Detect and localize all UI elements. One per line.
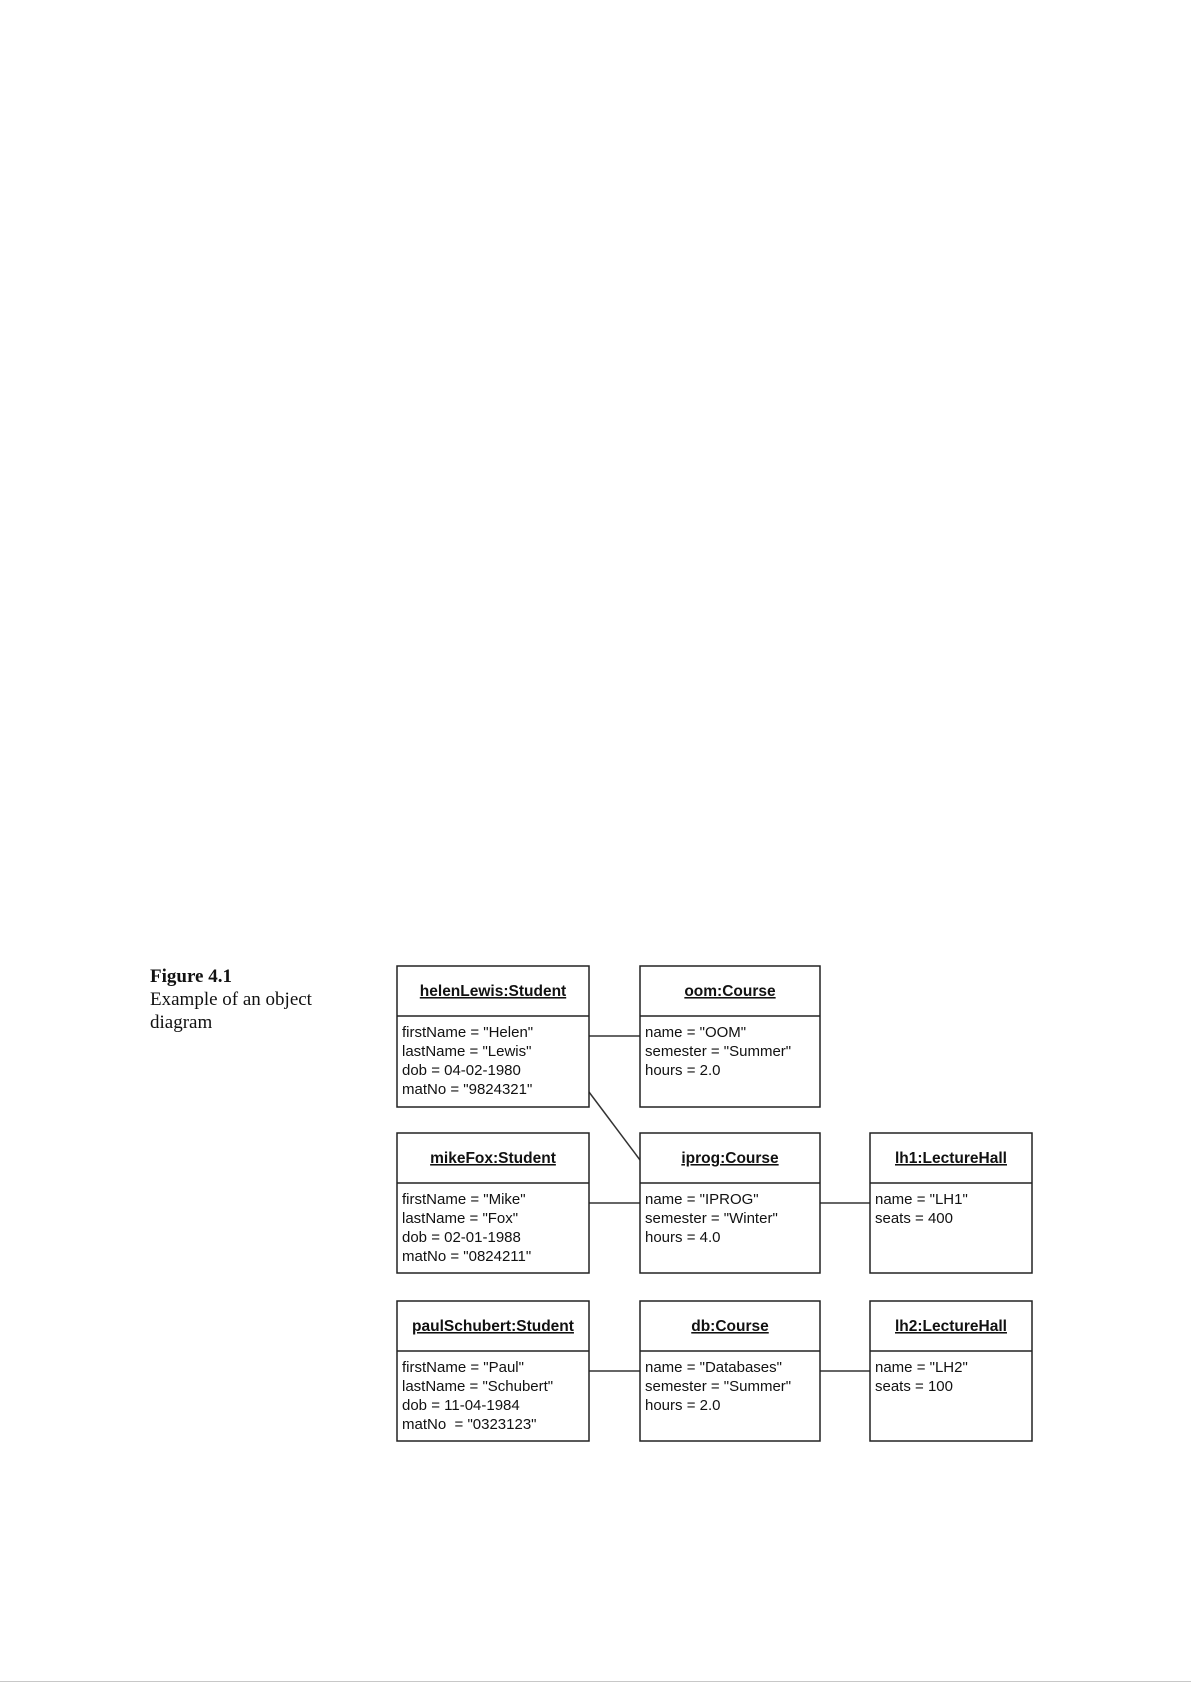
object-attribute: semester = "Winter" [645, 1210, 778, 1227]
object-attribute: firstName = "Paul" [402, 1359, 524, 1376]
figure-label: Figure 4.1 [150, 966, 232, 987]
object-title: helenLewis:Student [419, 983, 567, 1000]
object-attribute: semester = "Summer" [645, 1043, 792, 1060]
object-title: iprog:Course [681, 1150, 779, 1167]
object-attribute: dob = 11-04-1984 [402, 1397, 520, 1414]
object-attribute: name = "IPROG" [645, 1191, 759, 1208]
object-title: oom:Course [684, 983, 776, 1000]
object-helenLewis [397, 966, 589, 1107]
page-footer-rule [0, 1681, 1191, 1682]
object-attribute: matNo = "0323123" [402, 1416, 537, 1433]
object-title: lh2:LectureHall [895, 1318, 1007, 1335]
object-attribute: firstName = "Helen" [402, 1024, 534, 1041]
object-attribute: hours = 4.0 [645, 1229, 721, 1246]
objects-layer [397, 966, 1032, 1441]
object-attribute: lastName = "Fox" [402, 1210, 519, 1227]
object-attribute: matNo = "0824211" [402, 1248, 532, 1265]
object-attribute: seats = 100 [875, 1378, 953, 1395]
object-attribute: seats = 400 [875, 1210, 953, 1227]
object-attribute: hours = 2.0 [645, 1062, 721, 1079]
object-attribute: matNo = "9824321" [402, 1081, 533, 1098]
object-attribute: lastName = "Lewis" [402, 1043, 532, 1060]
object-title: lh1:LectureHall [895, 1150, 1007, 1167]
object-paulSchubert [397, 1301, 589, 1441]
object-attribute: name = "Databases" [645, 1359, 782, 1376]
object-lh1 [870, 1133, 1032, 1273]
object-attribute: name = "OOM" [645, 1024, 747, 1041]
object-attribute: name = "LH1" [875, 1191, 968, 1208]
object-attribute: name = "LH2" [875, 1359, 968, 1376]
object-title: paulSchubert:Student [412, 1318, 574, 1335]
object-title: mikeFox:Student [430, 1150, 556, 1167]
object-db [640, 1301, 820, 1441]
object-attribute: lastName = "Schubert" [402, 1378, 554, 1395]
object-mikeFox [397, 1133, 589, 1273]
object-attribute: hours = 2.0 [645, 1397, 721, 1414]
object-attribute: semester = "Summer" [645, 1378, 792, 1395]
object-attribute: dob = 04-02-1980 [402, 1062, 521, 1079]
figure-caption-line-1: Example of an object [150, 989, 312, 1010]
link-helenLewis-iprog [589, 1092, 640, 1160]
object-title: db:Course [691, 1318, 769, 1335]
object-attribute: firstName = "Mike" [402, 1191, 526, 1208]
object-iprog [640, 1133, 820, 1273]
object-attribute: dob = 02-01-1988 [402, 1229, 521, 1246]
object-lh2 [870, 1301, 1032, 1441]
figure-caption-line-2: diagram [150, 1012, 213, 1033]
object-oom [640, 966, 820, 1107]
